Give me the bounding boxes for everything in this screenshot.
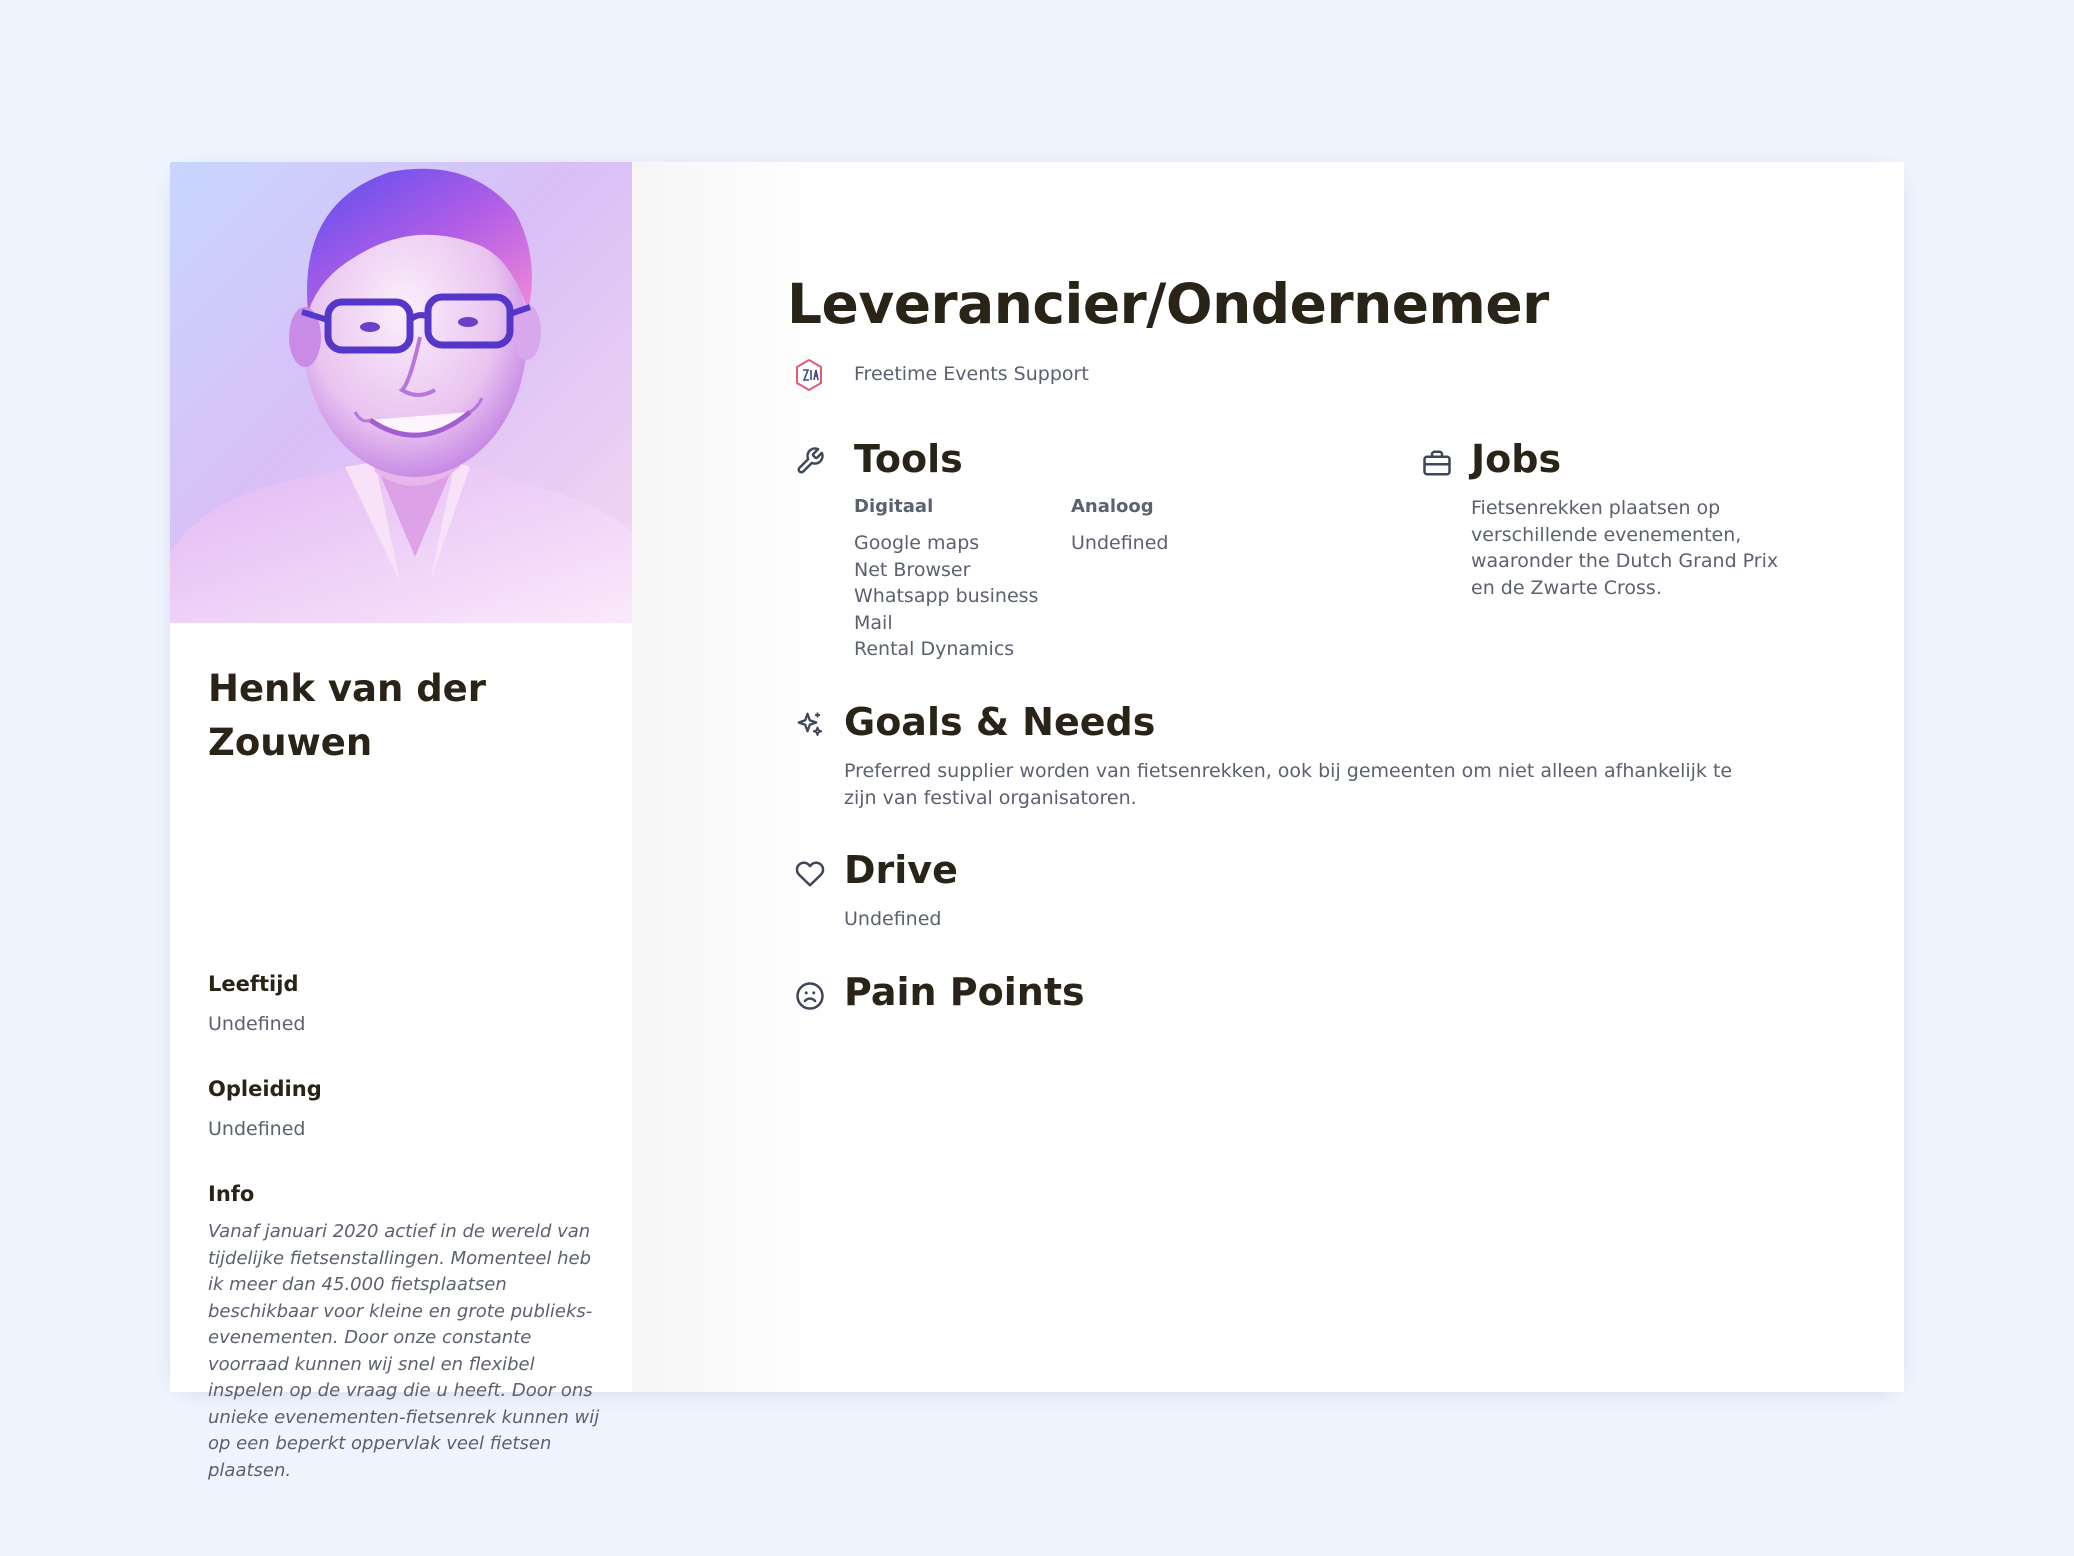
list-item: Mail <box>854 611 893 634</box>
education-value: Undefined <box>208 1118 306 1140</box>
sparkles-icon <box>795 710 825 740</box>
info-label: Info <box>208 1182 255 1206</box>
heart-icon <box>795 859 825 889</box>
pain-points-title: Pain Points <box>844 970 1085 1014</box>
persona-photo <box>170 162 632 623</box>
education-label: Opleiding <box>208 1077 322 1101</box>
drive-title: Drive <box>844 848 958 892</box>
list-item: Rental Dynamics <box>854 638 1015 660</box>
tools-digital-heading: Digitaal <box>854 496 934 517</box>
tools-title: Tools <box>854 437 963 481</box>
company-name: Freetime Events Support <box>854 363 1089 385</box>
persona-details <box>632 162 1904 1392</box>
persona-card <box>170 162 1904 1481</box>
drive-text: Undefined <box>844 908 942 930</box>
goals-title: Goals & Needs <box>844 700 1156 744</box>
sad-face-icon <box>795 981 825 1011</box>
list-item: Google maps <box>854 532 980 554</box>
persona-sidebar <box>170 162 632 1481</box>
company-logo <box>795 359 823 391</box>
list-item: Net Browser <box>854 558 971 581</box>
age-label: Leeftijd <box>208 972 299 996</box>
wrench-icon <box>795 446 825 476</box>
goals-text: Preferred supplier worden van fietsenrekken, ook bij gemeenten om niet alleen afhankelijk te zijn van festival organisatoren. <box>844 760 1733 809</box>
list-item: Undefined <box>1071 532 1169 554</box>
tools-digital-list <box>854 530 1038 663</box>
persona-name: Henk van der Zouwen <box>208 667 487 764</box>
portrait-illustration <box>170 162 632 623</box>
jobs-text: Fietsenrekken plaatsen op verschillende evenementen, waaronder the Dutch Grand Prix en de Zwarte Cross. <box>1471 497 1779 599</box>
jobs-title: Jobs <box>1471 437 1562 481</box>
briefcase-icon <box>1422 448 1452 478</box>
age-value: Undefined <box>208 1013 306 1035</box>
tools-analog-heading: Analoog <box>1071 496 1154 517</box>
info-text: Vanaf januari 2020 actief in de wereld van tijdelijke fietsenstallingen. Momenteel heb ik meer dan 45.000 fietsplaatsen beschikbaar voor kleine en grote publieks-evenementen. Door onze constante voorraad kunnen wij snel en flexibel inspelen op de vraag die u heeft. Door ons unieke evenementen-fietsenrek kunnen wij op een beperkt oppervlak veel fietsen plaatsen. <box>208 1221 600 1481</box>
role-title: Leverancier/Ondernemer <box>787 272 1549 336</box>
list-item: Whatsapp business <box>854 585 1039 607</box>
tools-analog-list <box>1071 530 1168 557</box>
